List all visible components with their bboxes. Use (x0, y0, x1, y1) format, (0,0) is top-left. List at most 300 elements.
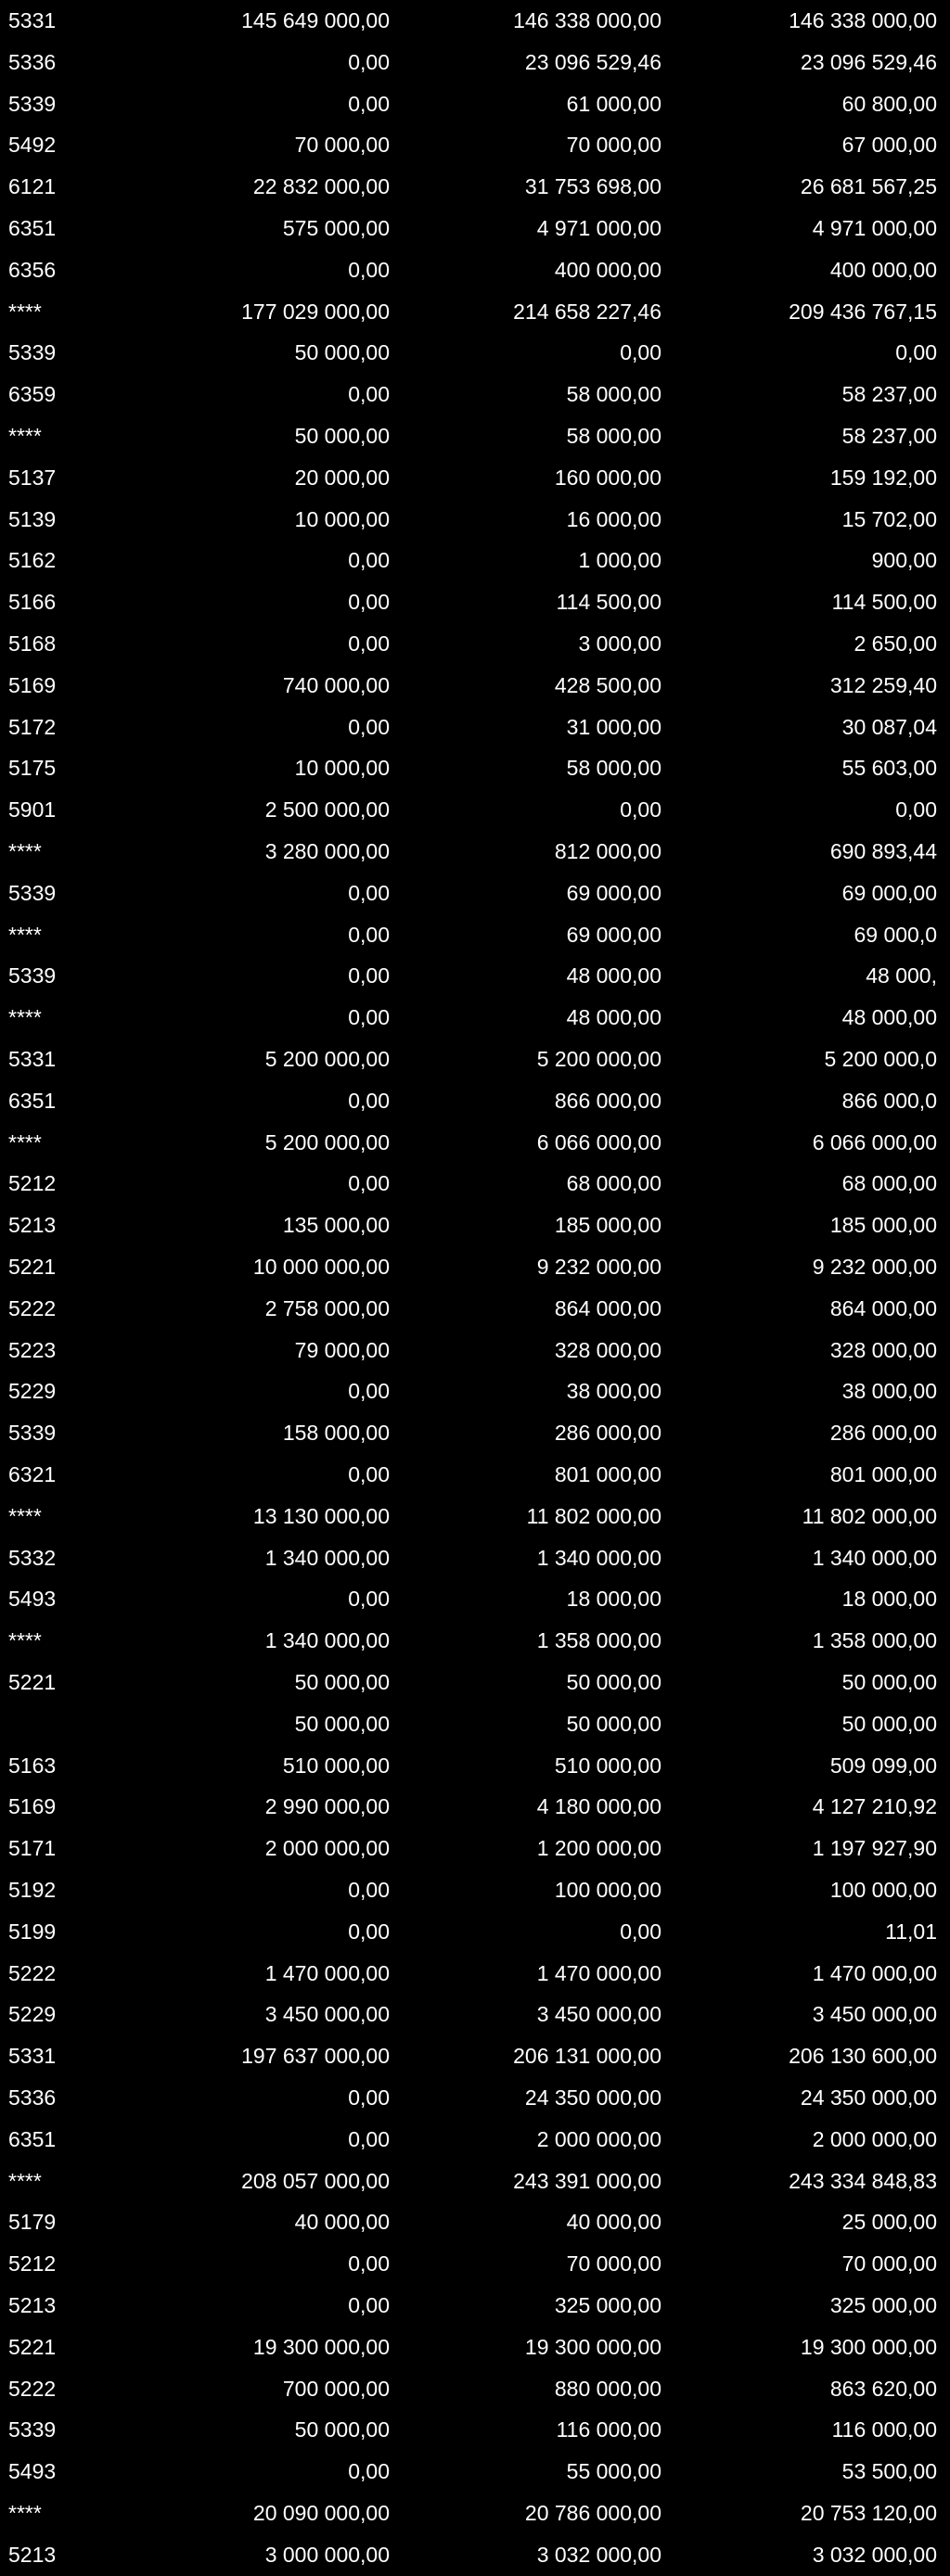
table-row (0, 0, 950, 42)
table-row (0, 1412, 950, 1454)
table-row (0, 249, 950, 291)
budget-approved-cell: 2 000 000,00 (264, 1836, 390, 1861)
budget-approved-cell: 575 000,00 (282, 216, 390, 240)
table-row (0, 1163, 950, 1205)
budget-approved-cell: 0,00 (348, 963, 390, 988)
account-code-cell: **** (8, 1129, 42, 1154)
budget-adjusted-cell: 19 300 000,00 (524, 2334, 661, 2359)
actual-cell: 801 000,00 (829, 1462, 937, 1486)
table-row (0, 1662, 950, 1703)
budget-adjusted-cell: 866 000,00 (554, 1088, 661, 1113)
budget-adjusted-cell: 812 000,00 (554, 839, 661, 863)
budget-approved-cell: 5 200 000,00 (264, 1047, 390, 1071)
account-code-cell: 5222 (8, 1295, 57, 1320)
budget-approved-cell: 0,00 (348, 2251, 390, 2276)
budget-approved-cell: 700 000,00 (282, 2376, 390, 2401)
actual-cell: 1 358 000,00 (812, 1628, 937, 1653)
budget-approved-cell: 135 000,00 (282, 1213, 390, 1238)
actual-cell: 60 800,00 (841, 91, 937, 116)
table-row (0, 540, 950, 581)
table-row (0, 2451, 950, 2493)
budget-approved-cell: 3 450 000,00 (264, 2002, 390, 2027)
actual-cell: 50 000,00 (841, 1711, 937, 1736)
budget-approved-cell: 3 280 000,00 (264, 839, 390, 863)
account-code-cell: 5137 (8, 465, 57, 490)
account-code-cell: 5336 (8, 2085, 57, 2110)
budget-adjusted-cell: 1 358 000,00 (536, 1628, 661, 1653)
account-code-cell: 5169 (8, 672, 57, 697)
budget-approved-cell: 1 340 000,00 (264, 1545, 390, 1570)
actual-cell: 50 000,00 (841, 1670, 937, 1694)
budget-approved-cell: 0,00 (348, 548, 390, 573)
budget-adjusted-cell: 6 066 000,00 (536, 1129, 661, 1154)
subtotal-row (0, 831, 950, 873)
actual-cell: 69 000,0 (854, 922, 937, 947)
budget-approved-cell: 0,00 (348, 382, 390, 407)
budget-approved-cell: 10 000 000,00 (252, 1255, 390, 1279)
budget-approved-cell: 0,00 (348, 49, 390, 74)
account-code-cell: 6351 (8, 216, 57, 240)
budget-approved-cell: 0,00 (348, 631, 390, 656)
budget-adjusted-cell: 2 000 000,00 (536, 2126, 661, 2151)
budget-adjusted-cell: 243 391 000,00 (513, 2168, 661, 2193)
actual-cell: 400 000,00 (829, 257, 937, 282)
budget-adjusted-cell: 70 000,00 (566, 2251, 661, 2276)
budget-approved-cell: 50 000,00 (294, 1670, 390, 1694)
budget-adjusted-cell: 5 200 000,00 (536, 1047, 661, 1071)
actual-cell: 19 300 000,00 (800, 2334, 937, 2359)
subtotal-row (0, 2493, 950, 2534)
actual-cell: 114 500,00 (831, 590, 937, 615)
budget-adjusted-cell: 114 500,00 (556, 590, 661, 615)
budget-approved-cell: 0,00 (348, 1379, 390, 1404)
account-code-cell: 5339 (8, 963, 57, 988)
budget-adjusted-cell: 61 000,00 (566, 91, 661, 116)
budget-approved-cell: 0,00 (348, 590, 390, 615)
subtotal-row (0, 415, 950, 457)
account-code-cell: 5901 (8, 797, 57, 823)
budget-approved-cell: 2 500 000,00 (264, 797, 390, 823)
subtotal-row (0, 291, 950, 333)
account-code-cell: **** (8, 2501, 42, 2525)
table-row (0, 747, 950, 789)
budget-approved-cell: 1 340 000,00 (264, 1628, 390, 1653)
actual-cell: 328 000,00 (829, 1337, 937, 1362)
actual-cell: 325 000,00 (829, 2293, 937, 2317)
budget-approved-cell: 0,00 (348, 91, 390, 116)
actual-cell: 690 893,44 (829, 839, 937, 863)
actual-cell: 116 000,00 (831, 2417, 937, 2442)
account-code-cell: 5168 (8, 631, 57, 656)
account-code-cell: 5229 (8, 1379, 57, 1404)
account-code-cell: 5179 (8, 2210, 57, 2235)
budget-adjusted-cell: 185 000,00 (554, 1213, 661, 1238)
budget-adjusted-cell: 3 000,00 (578, 631, 661, 656)
account-code-cell: 5139 (8, 506, 57, 531)
actual-cell: 68 000,00 (841, 1171, 937, 1196)
budget-approved-cell: 177 029 000,00 (241, 299, 390, 324)
budget-approved-cell: 197 637 000,00 (241, 2044, 390, 2069)
table-row (0, 789, 950, 831)
actual-cell: 25 000,00 (841, 2210, 937, 2235)
budget-adjusted-cell: 69 000,00 (566, 922, 661, 947)
account-code-cell: 5213 (8, 2293, 57, 2317)
account-code-cell: 5199 (8, 1919, 57, 1944)
budget-adjusted-cell: 48 000,00 (566, 1005, 661, 1030)
table-row (0, 124, 950, 166)
budget-adjusted-cell: 55 000,00 (566, 2459, 661, 2484)
account-code-cell: **** (8, 2168, 42, 2193)
account-code-cell: 5212 (8, 1171, 57, 1196)
budget-adjusted-cell: 1 470 000,00 (536, 1960, 661, 1985)
actual-cell: 58 237,00 (841, 424, 937, 448)
account-code-cell: 5166 (8, 590, 57, 615)
table-row (0, 2201, 950, 2243)
budget-adjusted-cell: 328 000,00 (554, 1337, 661, 1362)
budget-approved-cell: 50 000,00 (294, 424, 390, 448)
table-row (0, 1994, 950, 2035)
budget-approved-cell: 0,00 (348, 2085, 390, 2110)
account-code-cell: 5221 (8, 1255, 57, 1279)
table-row (0, 581, 950, 623)
table-row (0, 2368, 950, 2410)
budget-adjusted-cell: 3 450 000,00 (536, 2002, 661, 2027)
actual-cell: 864 000,00 (829, 1295, 937, 1320)
budget-approved-cell: 0,00 (348, 1587, 390, 1612)
actual-cell: 11,01 (885, 1919, 937, 1944)
budget-adjusted-cell: 0,00 (620, 1919, 661, 1944)
table-row (0, 1454, 950, 1496)
budget-adjusted-cell: 880 000,00 (554, 2376, 661, 2401)
account-code-cell: 5212 (8, 2251, 57, 2276)
account-code-cell: 5331 (8, 2044, 57, 2069)
actual-cell: 866 000,0 (841, 1088, 937, 1113)
table-row (0, 2119, 950, 2161)
budget-adjusted-cell: 40 000,00 (566, 2210, 661, 2235)
table-row (0, 2243, 950, 2285)
account-code-cell: 5229 (8, 2002, 57, 2027)
account-code-cell: **** (8, 1628, 42, 1653)
table-row (0, 1745, 950, 1787)
budget-adjusted-cell: 48 000,00 (566, 963, 661, 988)
actual-cell: 0,00 (895, 340, 937, 365)
subtotal-row (0, 1496, 950, 1537)
budget-approved-cell: 20 090 000,00 (252, 2501, 390, 2525)
actual-cell: 243 334 848,83 (789, 2168, 937, 2193)
actual-cell: 1 340 000,00 (812, 1545, 937, 1570)
budget-approved-cell: 510 000,00 (282, 1753, 390, 1778)
budget-adjusted-cell: 20 786 000,00 (524, 2501, 661, 2525)
actual-cell: 55 603,00 (841, 756, 937, 781)
subtotal-row (0, 2161, 950, 2202)
actual-cell: 0,00 (895, 797, 937, 823)
budget-approved-cell: 22 832 000,00 (252, 174, 390, 199)
budget-adjusted-cell: 31 000,00 (566, 714, 661, 739)
table-row (0, 1786, 950, 1828)
budget-adjusted-cell: 58 000,00 (566, 756, 661, 781)
table-row (0, 374, 950, 415)
budget-adjusted-cell: 0,00 (620, 797, 661, 823)
budget-adjusted-cell: 206 131 000,00 (513, 2044, 661, 2069)
account-code-cell: 6121 (8, 174, 57, 199)
table-row (0, 1537, 950, 1579)
budget-adjusted-cell: 18 000,00 (566, 1587, 661, 1612)
account-code-cell: 5222 (8, 2376, 57, 2401)
account-code-cell: **** (8, 1503, 42, 1528)
account-code-cell: 5493 (8, 1587, 57, 1612)
budget-approved-cell: 0,00 (348, 1919, 390, 1944)
account-code-cell: 5331 (8, 1047, 57, 1071)
table-row (0, 2409, 950, 2451)
account-code-cell: 5339 (8, 2417, 57, 2442)
account-code-cell: 5175 (8, 756, 57, 781)
actual-cell: 48 000, (866, 963, 937, 988)
actual-cell: 48 000,00 (841, 1005, 937, 1030)
budget-adjusted-cell: 58 000,00 (566, 382, 661, 407)
actual-cell: 30 087,04 (841, 714, 937, 739)
actual-cell: 1 197 927,90 (812, 1836, 937, 1861)
budget-adjusted-cell: 801 000,00 (554, 1462, 661, 1486)
account-code-cell: 5339 (8, 880, 57, 905)
table-row (0, 208, 950, 249)
actual-cell: 26 681 567,25 (800, 174, 937, 199)
table-row (0, 166, 950, 208)
account-code-cell: 5169 (8, 1794, 57, 1819)
budget-approved-cell: 10 000,00 (294, 756, 390, 781)
budget-adjusted-cell: 1 000,00 (578, 548, 661, 573)
actual-cell: 70 000,00 (841, 2251, 937, 2276)
budget-approved-cell: 0,00 (348, 1878, 390, 1902)
table-row (0, 1039, 950, 1080)
budget-approved-cell: 0,00 (348, 1462, 390, 1486)
budget-adjusted-cell: 16 000,00 (566, 506, 661, 531)
budget-adjusted-cell: 4 180 000,00 (536, 1794, 661, 1819)
actual-cell: 185 000,00 (829, 1213, 937, 1238)
budget-adjusted-cell: 23 096 529,46 (524, 49, 661, 74)
actual-cell: 1 470 000,00 (812, 1960, 937, 1985)
account-code-cell: 5213 (8, 2542, 57, 2567)
budget-approved-cell: 0,00 (348, 2293, 390, 2317)
actual-cell: 900,00 (871, 548, 937, 573)
table-row (0, 1205, 950, 1246)
budget-adjusted-cell: 325 000,00 (554, 2293, 661, 2317)
account-code-cell: 5331 (8, 8, 57, 32)
budget-approved-cell: 0,00 (348, 2459, 390, 2484)
table-row (0, 1246, 950, 1288)
account-code-cell: 5213 (8, 1213, 57, 1238)
budget-approved-cell: 79 000,00 (294, 1337, 390, 1362)
account-code-cell: **** (8, 424, 42, 448)
budget-approved-cell: 10 000,00 (294, 506, 390, 531)
actual-cell: 509 099,00 (829, 1753, 937, 1778)
table-row (0, 1080, 950, 1122)
account-code-cell: 5339 (8, 1421, 57, 1446)
account-code-cell: 6351 (8, 2126, 57, 2151)
budget-approved-cell: 50 000,00 (294, 1711, 390, 1736)
table-row (0, 1330, 950, 1371)
account-code-cell: **** (8, 1005, 42, 1030)
table-row (0, 2285, 950, 2327)
budget-approved-cell: 13 130 000,00 (252, 1503, 390, 1528)
budget-adjusted-cell: 70 000,00 (566, 133, 661, 158)
subtotal-row (0, 1122, 950, 1164)
actual-cell: 5 200 000,0 (824, 1047, 937, 1071)
budget-adjusted-cell: 58 000,00 (566, 424, 661, 448)
budget-approved-cell: 158 000,00 (282, 1421, 390, 1446)
budget-approved-cell: 2 758 000,00 (264, 1295, 390, 1320)
actual-cell: 286 000,00 (829, 1421, 937, 1446)
budget-adjusted-cell: 146 338 000,00 (513, 8, 661, 32)
budget-approved-cell: 208 057 000,00 (241, 2168, 390, 2193)
budget-adjusted-cell: 214 658 227,46 (513, 299, 661, 324)
actual-cell: 69 000,00 (841, 880, 937, 905)
budget-adjusted-cell: 510 000,00 (554, 1753, 661, 1778)
table-row (0, 1371, 950, 1412)
account-code-cell: 5162 (8, 548, 57, 573)
actual-cell: 209 436 767,15 (789, 299, 937, 324)
budget-approved-cell: 145 649 000,00 (241, 8, 390, 32)
budget-adjusted-cell: 100 000,00 (554, 1878, 661, 1902)
budget-approved-cell: 50 000,00 (294, 340, 390, 365)
budget-approved-cell: 3 000 000,00 (264, 2542, 390, 2567)
budget-adjusted-cell: 38 000,00 (566, 1379, 661, 1404)
budget-adjusted-cell: 864 000,00 (554, 1295, 661, 1320)
actual-cell: 100 000,00 (829, 1878, 937, 1902)
table-row (0, 955, 950, 997)
actual-cell: 2 650,00 (854, 631, 937, 656)
table-row (0, 1911, 950, 1953)
actual-cell: 2 000 000,00 (812, 2126, 937, 2151)
actual-cell: 67 000,00 (841, 133, 937, 158)
table-row (0, 1953, 950, 1995)
table-row (0, 457, 950, 499)
actual-cell: 312 259,40 (829, 672, 937, 697)
account-code-cell: 5192 (8, 1878, 57, 1902)
actual-cell: 146 338 000,00 (789, 8, 937, 32)
budget-approved-cell: 0,00 (348, 1088, 390, 1113)
table-row (0, 499, 950, 541)
subtotal-row (0, 1620, 950, 1662)
subtotal-row (0, 914, 950, 956)
budget-approved-cell: 19 300 000,00 (252, 2334, 390, 2359)
actual-cell: 23 096 529,46 (800, 49, 937, 74)
budget-adjusted-cell: 24 350 000,00 (524, 2085, 661, 2110)
budget-approved-cell: 740 000,00 (282, 672, 390, 697)
account-code-cell: 5171 (8, 1836, 57, 1861)
budget-approved-cell: 0,00 (348, 2126, 390, 2151)
actual-cell: 18 000,00 (841, 1587, 937, 1612)
budget-approved-cell: 0,00 (348, 714, 390, 739)
budget-approved-cell: 5 200 000,00 (264, 1129, 390, 1154)
table-row (0, 665, 950, 707)
table-row (0, 1828, 950, 1869)
subtotal-row (0, 997, 950, 1039)
budget-approved-cell: 0,00 (348, 1171, 390, 1196)
actual-cell: 9 232 000,00 (812, 1255, 937, 1279)
table-row (0, 623, 950, 665)
account-code-cell: 5221 (8, 1670, 57, 1694)
table-row (0, 83, 950, 125)
account-code-cell: 6359 (8, 382, 57, 407)
budget-approved-cell: 0,00 (348, 922, 390, 947)
budget-adjusted-cell: 1 200 000,00 (536, 1836, 661, 1861)
account-code-cell: 5172 (8, 714, 57, 739)
budget-adjusted-cell: 0,00 (620, 340, 661, 365)
actual-cell: 20 753 120,00 (800, 2501, 937, 2525)
actual-cell: 3 032 000,00 (812, 2542, 937, 2567)
budget-approved-cell: 2 990 000,00 (264, 1794, 390, 1819)
budget-approved-cell: 0,00 (348, 1005, 390, 1030)
actual-cell: 24 350 000,00 (800, 2085, 937, 2110)
actual-cell: 6 066 000,00 (812, 1129, 937, 1154)
account-code-cell: 5223 (8, 1337, 57, 1362)
budget-adjusted-cell: 69 000,00 (566, 880, 661, 905)
table-row (0, 2035, 950, 2077)
budget-adjusted-cell: 68 000,00 (566, 1171, 661, 1196)
budget-adjusted-cell: 428 500,00 (554, 672, 661, 697)
account-code-cell: 5492 (8, 133, 57, 158)
account-code-cell: 5336 (8, 49, 57, 74)
budget-adjusted-cell: 9 232 000,00 (536, 1255, 661, 1279)
budget-adjusted-cell: 4 971 000,00 (536, 216, 661, 240)
budget-adjusted-cell: 50 000,00 (566, 1670, 661, 1694)
table-row (0, 332, 950, 374)
actual-cell: 11 802 000,00 (802, 1503, 937, 1528)
actual-cell: 58 237,00 (841, 382, 937, 407)
account-code-cell: **** (8, 299, 42, 324)
actual-cell: 53 500,00 (841, 2459, 937, 2484)
account-code-cell: 5339 (8, 340, 57, 365)
budget-adjusted-cell: 286 000,00 (554, 1421, 661, 1446)
account-code-cell: **** (8, 839, 42, 863)
budget-approved-cell: 0,00 (348, 257, 390, 282)
table-row (0, 1578, 950, 1620)
budget-approved-cell: 0,00 (348, 880, 390, 905)
table-row (0, 707, 950, 748)
account-code-cell: 5222 (8, 1960, 57, 1985)
budget-approved-cell: 1 470 000,00 (264, 1960, 390, 1985)
table-row (0, 1288, 950, 1330)
table-row (0, 873, 950, 914)
actual-cell: 159 192,00 (829, 465, 937, 490)
actual-cell: 863 620,00 (829, 2376, 937, 2401)
actual-cell: 206 130 600,00 (789, 2044, 937, 2069)
budget-approved-cell: 50 000,00 (294, 2417, 390, 2442)
table-row (0, 1703, 950, 1745)
account-code-cell: 5163 (8, 1753, 57, 1778)
account-code-cell: 6351 (8, 1088, 57, 1113)
budget-approved-cell: 70 000,00 (294, 133, 390, 158)
actual-cell: 15 702,00 (841, 506, 937, 531)
actual-cell: 4 127 210,92 (812, 1794, 937, 1819)
account-code-cell: **** (8, 922, 42, 947)
account-code-cell: 6321 (8, 1462, 57, 1486)
budget-adjusted-cell: 160 000,00 (554, 465, 661, 490)
table-row (0, 2327, 950, 2368)
account-code-cell: 5493 (8, 2459, 57, 2484)
budget-adjusted-cell: 31 753 698,00 (524, 174, 661, 199)
account-code-cell: 5221 (8, 2334, 57, 2359)
table-row (0, 2077, 950, 2119)
budget-approved-cell: 20 000,00 (294, 465, 390, 490)
actual-cell: 3 450 000,00 (812, 2002, 937, 2027)
account-code-cell: 5332 (8, 1545, 57, 1570)
budget-adjusted-cell: 11 802 000,00 (526, 1503, 661, 1528)
account-code-cell: 6356 (8, 257, 57, 282)
table-row (0, 2534, 950, 2576)
actual-cell: 4 971 000,00 (812, 216, 937, 240)
budget-adjusted-cell: 50 000,00 (566, 1711, 661, 1736)
